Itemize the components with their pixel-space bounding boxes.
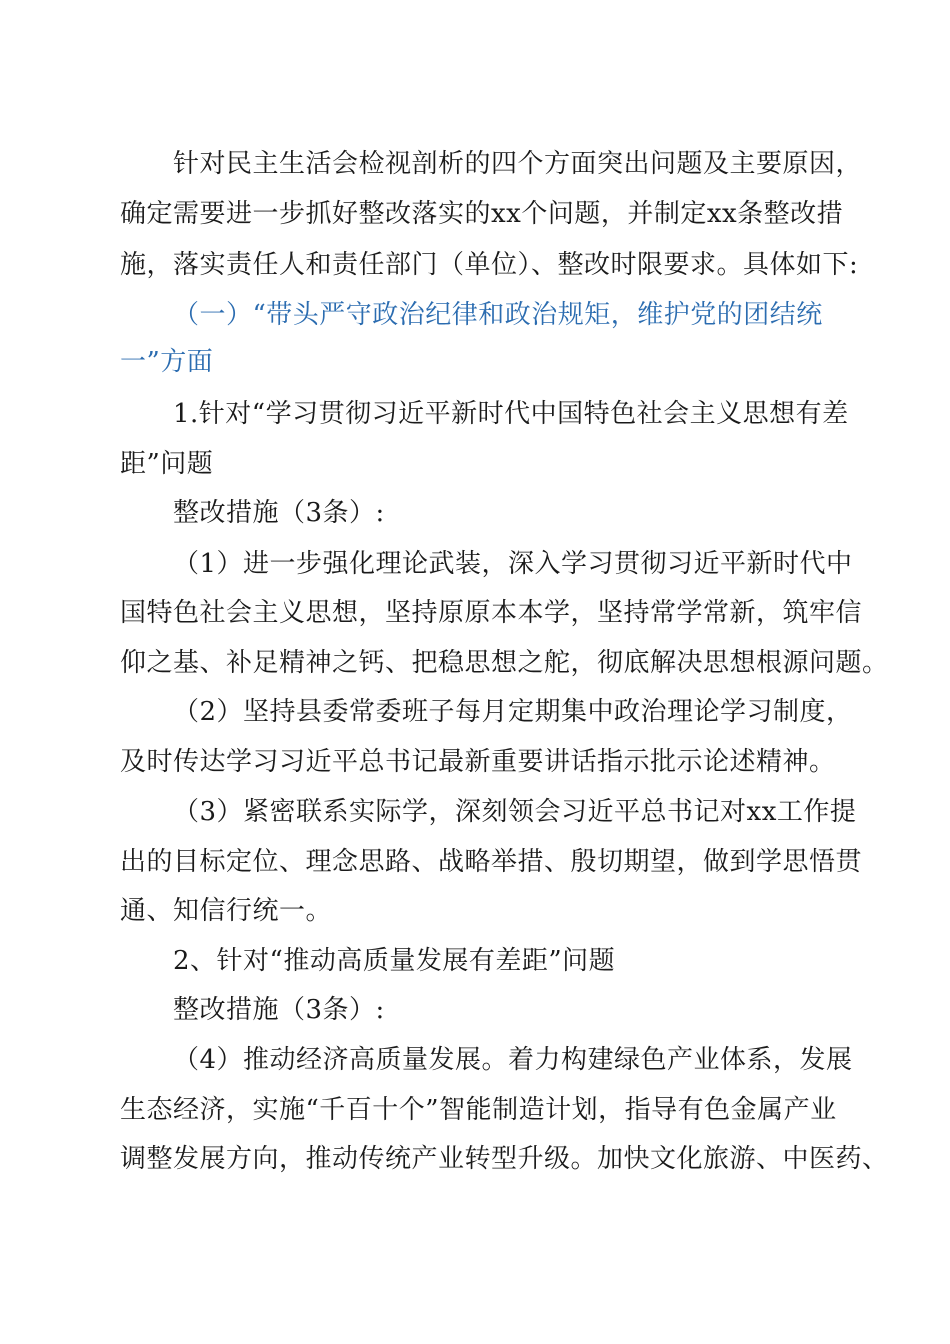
section-heading-line-1: （一）“带头严守政治纪律和政治规矩，维护党的团结统 — [173, 300, 823, 330]
measure-3-line-3: 通、知信行统一。 — [120, 896, 333, 926]
measure-4-line-1: （4）推动经济高质量发展。着力构建绿色产业体系，发展 — [173, 1045, 853, 1075]
measures-label-1: 整改措施（3条）: — [173, 498, 385, 528]
measure-2-line-1: （2）坚持县委常委班子每月定期集中政治理论学习制度， — [173, 697, 853, 727]
measure-1-line-1: （1）进一步强化理论武装，深入学习贯彻习近平新时代中 — [173, 549, 853, 579]
problem-2-title: 2、针对“推动高质量发展有差距”问题 — [173, 946, 616, 976]
section-heading-line-2: 一”方面 — [120, 347, 214, 377]
measure-3-line-1: （3）紧密联系实际学，深刻领会习近平总书记对xx工作提 — [173, 797, 857, 827]
measure-3-line-2: 出的目标定位、理念思路、战略举措、殷切期望，做到学思悟贯 — [120, 847, 863, 877]
intro-line-1: 针对民主生活会检视剖析的四个方面突出问题及主要原因， — [173, 149, 863, 179]
measure-1-line-3: 仰之基、补足精神之钙、把稳思想之舵，彻底解决思想根源问题。 — [120, 648, 889, 678]
measure-4-line-2: 生态经济，实施“千百十个”智能制造计划，指导有色金属产业 — [120, 1095, 837, 1125]
measure-1-line-2: 国特色社会主义思想，坚持原原本本学，坚持常学常新，筑牢信 — [120, 598, 863, 628]
measure-2-line-2: 及时传达学习习近平总书记最新重要讲话指示批示论述精神。 — [120, 747, 836, 777]
problem-1-title-line-1: 1.针对“学习贯彻习近平新时代中国特色社会主义思想有差 — [173, 399, 849, 429]
intro-line-3: 施，落实责任人和责任部门（单位）、整改时限要求。具体如下: — [120, 250, 859, 280]
measure-4-line-3: 调整发展方向，推动传统产业转型升级。加快文化旅游、中医药、 — [120, 1144, 889, 1174]
intro-line-2: 确定需要进一步抓好整改落实的xx个问题，并制定xx条整改措 — [120, 199, 844, 229]
problem-1-title-line-2: 距”问题 — [120, 449, 214, 479]
measures-label-2: 整改措施（3条）: — [173, 995, 385, 1025]
